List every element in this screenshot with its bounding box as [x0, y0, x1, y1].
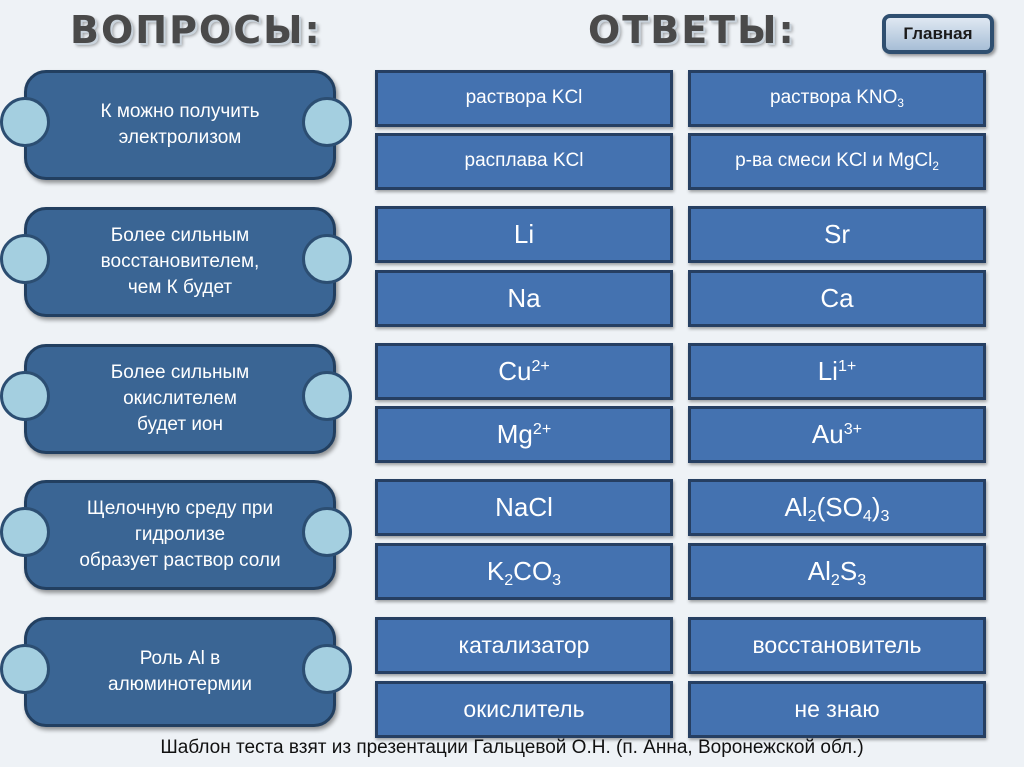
subscript: 3	[880, 507, 890, 526]
answer-button[interactable]	[688, 617, 986, 674]
answer-label: Cu	[498, 356, 532, 386]
answer-button[interactable]	[375, 617, 673, 674]
answer-label: NaCl	[495, 492, 553, 522]
answer-button[interactable]	[688, 206, 986, 263]
question-text: Более сильным окислителем будет ион	[110, 362, 250, 435]
subscript: 2	[504, 571, 514, 590]
superscript: 2+	[532, 420, 552, 439]
formula-part: Al	[807, 556, 831, 586]
answer-label: восстановитель	[752, 632, 922, 658]
subscript: 3	[552, 571, 562, 590]
superscript: 1+	[837, 357, 857, 376]
answer-label: катализатор	[458, 632, 590, 658]
answer-button[interactable]	[688, 543, 986, 600]
answer-button[interactable]	[375, 70, 673, 127]
question-box	[24, 207, 336, 317]
answer-label: Sr	[824, 219, 850, 249]
main-page-button[interactable]: Главная	[882, 14, 994, 54]
superscript: 2+	[531, 357, 550, 376]
formula-part: (SO	[816, 492, 863, 522]
answer-button[interactable]	[688, 479, 986, 536]
answer-label: не знаю	[794, 696, 880, 722]
formula-part: )	[871, 492, 881, 522]
source-footer: Шаблон теста взят из презентации Гальцевой О.Н. (п. Анна, Воронежской обл.)	[160, 737, 864, 758]
right-circle-icon	[302, 507, 352, 557]
formula-part: S	[839, 556, 858, 586]
answer-label: Li	[817, 356, 838, 386]
question-text: Более сильным восстановителем, чем К будет	[100, 225, 260, 298]
subscript: 2	[932, 159, 939, 173]
question-box	[24, 344, 336, 454]
answer-button[interactable]	[688, 681, 986, 738]
subscript: 2	[807, 507, 817, 526]
answer-label: Li	[513, 219, 535, 249]
question-text: Роль Al в алюминотермии	[108, 648, 252, 695]
answer-button[interactable]	[375, 406, 673, 463]
answer-button[interactable]	[375, 681, 673, 738]
subscript: 2	[830, 571, 840, 590]
answer-button[interactable]	[375, 270, 673, 327]
right-circle-icon	[302, 644, 352, 694]
formula-part: K	[486, 556, 505, 586]
answer-label: Ca	[820, 283, 854, 313]
answer-button[interactable]	[375, 543, 673, 600]
answer-label: Na	[507, 283, 541, 313]
answer-button[interactable]	[688, 270, 986, 327]
answer-button[interactable]	[375, 343, 673, 400]
answer-button[interactable]	[375, 479, 673, 536]
answers-heading: ОТВЕТЫ:	[588, 8, 796, 52]
question-text: К можно получить электролизом	[100, 101, 260, 148]
right-circle-icon	[302, 97, 352, 147]
answer-label: раствора KNO	[770, 87, 898, 108]
question-block-5	[0, 617, 350, 727]
question-block-4	[0, 480, 350, 590]
subscript: 4	[862, 507, 872, 526]
answer-button[interactable]	[688, 343, 986, 400]
left-circle-icon	[0, 371, 50, 421]
formula-part: Al	[784, 492, 808, 522]
right-circle-icon	[302, 234, 352, 284]
question-block-2	[0, 207, 350, 317]
answer-button[interactable]	[375, 133, 673, 190]
answer-button[interactable]	[688, 70, 986, 127]
left-circle-icon	[0, 234, 50, 284]
question-box	[24, 480, 336, 590]
question-box	[24, 70, 336, 180]
formula-part: CO	[513, 556, 553, 586]
question-box	[24, 617, 336, 727]
answer-label: окислитель	[463, 696, 585, 722]
answer-button[interactable]	[375, 206, 673, 263]
question-block-1	[0, 70, 350, 180]
answer-label: р-ва смеси KCl и MgCl	[735, 150, 933, 171]
subscript: 3	[897, 96, 904, 110]
answer-label: раствора KCl	[465, 87, 583, 108]
left-circle-icon	[0, 644, 50, 694]
answer-label: расплава KCl	[464, 150, 584, 171]
left-circle-icon	[0, 97, 50, 147]
question-block-3	[0, 344, 350, 454]
answer-button[interactable]	[688, 133, 986, 190]
right-circle-icon	[302, 371, 352, 421]
answer-label: Mg	[496, 419, 533, 449]
questions-heading: ВОПРОСЫ:	[70, 8, 322, 52]
answer-label: Au	[811, 419, 844, 449]
subscript: 3	[857, 571, 867, 590]
left-circle-icon	[0, 507, 50, 557]
answer-button[interactable]	[688, 406, 986, 463]
question-text: Щелочную среду при гидролизе образует раствор соли	[79, 498, 281, 571]
superscript: 3+	[843, 420, 863, 439]
